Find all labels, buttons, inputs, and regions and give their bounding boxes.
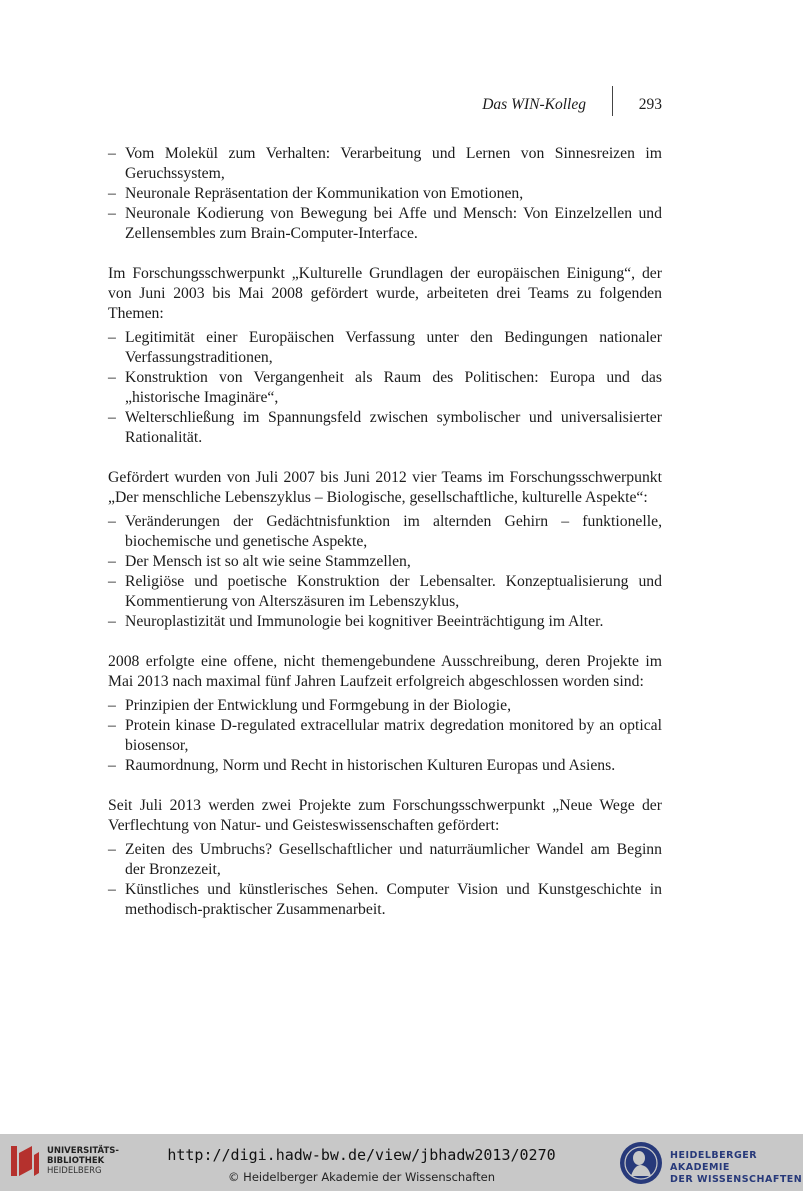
body-text	[108, 144, 662, 920]
list-item: – Protein kinase D-regulated extracellular matrix degredation monitored by an optical biosensor,	[108, 717, 662, 754]
list-dash: –	[108, 717, 116, 734]
paragraph-gap	[108, 632, 662, 652]
paragraph-gap	[108, 244, 662, 264]
list-dash: –	[108, 841, 116, 858]
footer-bar	[0, 1134, 803, 1191]
list-dash: –	[108, 697, 116, 714]
paragraph: Gefördert wurden von Juli 2007 bis Juni 2012 vier Teams im Forschungsschwerpunkt „Der menschliche Lebenszyklus – Biologische, gesellschaftliche, kulturelle Aspekte“:	[108, 469, 662, 506]
list-dash: –	[108, 553, 116, 570]
list-dash: –	[108, 613, 116, 630]
permalink-url[interactable]: http://digi.hadw-bw.de/view/jbhadw2013/0270	[167, 1146, 556, 1164]
section-list	[108, 840, 662, 920]
list-dash: –	[108, 205, 116, 222]
list-item: – Künstliches und künstlerisches Sehen. Computer Vision und Kunstgeschichte in methodisch-praktischer Zusammenarbeit.	[108, 881, 662, 918]
list-dash: –	[108, 757, 116, 774]
list-item: – Raumordnung, Norm und Recht in historischen Kulturen Europas und Asiens.	[108, 757, 616, 774]
list-dash: –	[108, 329, 116, 346]
university-library-name: UNIVERSITÄTS- BIBLIOTHEK HEIDELBERG	[47, 1146, 119, 1176]
academy-seal-icon	[618, 1140, 664, 1186]
list-item: – Religiöse und poetische Konstruktion der Lebensalter. Konzeptualisierung und Kommentierung von Alterszäsuren im Lebenszyklus,	[108, 573, 662, 610]
list-dash: –	[108, 369, 116, 386]
page-number: 293	[638, 96, 662, 113]
paragraph: 2008 erfolgte eine offene, nicht themengebundene Ausschreibung, deren Projekte im Mai 2013 nach maximal fünf Jahren Laufzeit erfolgreich abgeschlossen worden sind:	[108, 653, 662, 690]
header-divider	[612, 86, 613, 116]
paragraph: Im Forschungsschwerpunkt „Kulturelle Grundlagen der europäischen Einigung“, der von Juni 2003 bis Mai 2008 gefördert wurde, arbeiteten drei Teams zu folgenden Themen:	[108, 265, 662, 322]
list-dash: –	[108, 409, 116, 426]
paragraph-gap	[108, 776, 662, 796]
list-item: – Veränderungen der Gedächtnisfunktion im alternden Gehirn – funktionelle, biochemische und genetische Aspekte,	[108, 513, 662, 550]
list-item: – Neuroplastizität und Immunologie bei kognitiver Beeinträchtigung im Alter.	[108, 613, 604, 630]
copyright-notice: © Heidelberger Akademie der Wissenschaften	[228, 1170, 495, 1184]
section-list	[108, 696, 662, 776]
section-list	[108, 328, 662, 448]
list-item: – Der Mensch ist so alt wie seine Stammzellen,	[108, 553, 411, 570]
intro-list	[108, 144, 662, 244]
academy-logo[interactable]	[618, 1140, 803, 1186]
list-item: – Zeiten des Umbruchs? Gesellschaftlicher und naturräumlicher Wandel am Beginn der Bronzezeit,	[108, 841, 662, 878]
academy-name: HEIDELBERGER AKADEMIE DER WISSENSCHAFTEN	[670, 1150, 803, 1185]
running-head	[400, 94, 662, 118]
list-dash: –	[108, 513, 116, 530]
list-dash: –	[108, 881, 116, 898]
list-dash: –	[108, 573, 116, 590]
list-item: – Neuronale Kodierung von Bewegung bei Affe und Mensch: Von Einzelzellen und Zellensembles zum Brain-Computer-Interface.	[108, 205, 662, 242]
list-item: – Legitimität einer Europäischen Verfassung unter den Bedingungen nationaler Verfassungstraditionen,	[108, 329, 662, 366]
list-dash: –	[108, 185, 116, 202]
running-title: Das WIN-Kolleg	[482, 96, 586, 113]
list-dash: –	[108, 145, 116, 162]
paragraph-gap	[108, 448, 662, 468]
list-item: – Neuronale Repräsentation der Kommunikation von Emotionen,	[108, 185, 524, 202]
paragraph: Seit Juli 2013 werden zwei Projekte zum Forschungsschwerpunkt „Neue Wege der Verflechtung von Natur- und Geisteswissenschaften gefördert:	[108, 797, 662, 834]
list-item: – Welterschließung im Spannungsfeld zwischen symbolischer und universalisierter Rationalität.	[108, 409, 662, 446]
section-list	[108, 512, 662, 632]
list-item: – Vom Molekül zum Verhalten: Verarbeitung und Lernen von Sinnesreizen im Geruchssystem,	[108, 145, 662, 182]
list-item: – Prinzipien der Entwicklung und Formgebung in der Biologie,	[108, 697, 512, 714]
list-item: – Konstruktion von Vergangenheit als Raum des Politischen: Europa und das „historische Imaginäre“,	[108, 369, 662, 406]
